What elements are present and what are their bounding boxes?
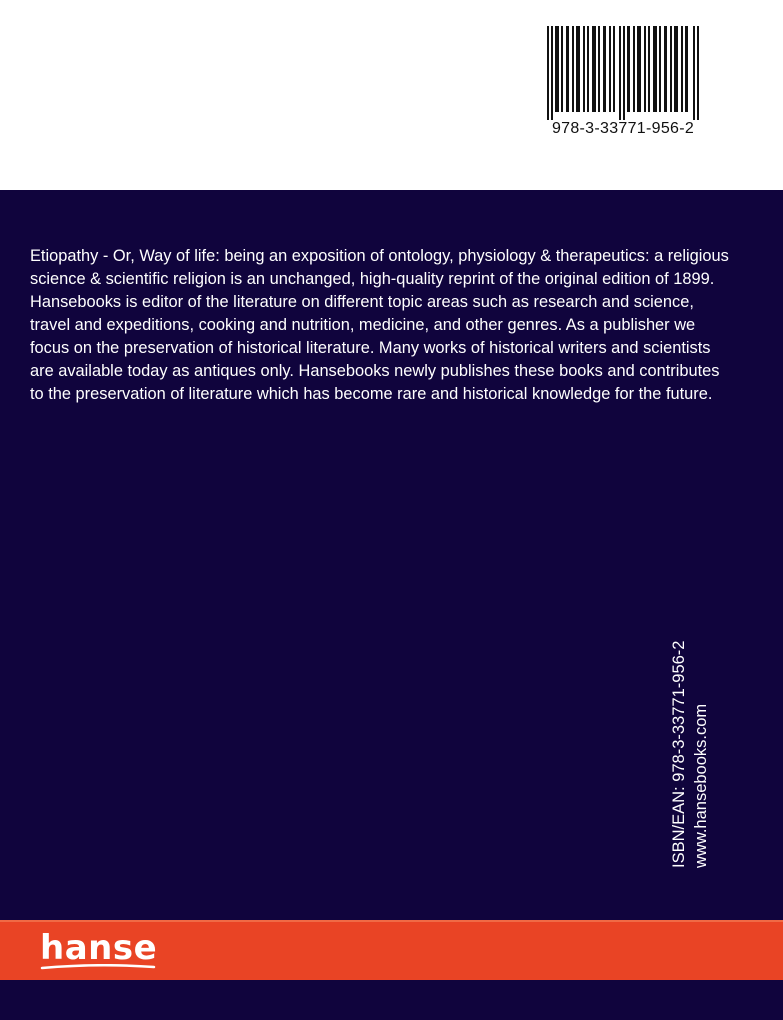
hanse-logo (40, 928, 157, 974)
description-text (30, 245, 730, 406)
website-text: www.hansebooks.com (692, 703, 710, 868)
barcode-number: 978-3-33771-956-2 (551, 120, 695, 137)
barcode-bars (547, 26, 699, 120)
barcode (543, 24, 703, 140)
logo-wordmark: hanse (40, 928, 158, 968)
isbn-ean-text: ISBN/EAN: 978-3-33771-956-2 (670, 640, 688, 868)
vertical-isbn-block (670, 620, 710, 870)
description-paragraph-2: Hansebooks is editor of the literature on different topic areas such as research and science, travel and expeditions, cooking and nutrition, medicine, and other genres. As a publisher we focus on the preservation of historical literature. Many works of historical writers and scientists are available today as antiques only. Hansebooks newly publishes these books and contributes to the preservation of literature which has become rare and historical knowledge for the future. (30, 293, 720, 403)
logo-swoosh-icon (40, 964, 156, 970)
description-paragraph-1: Etiopathy - Or, Way of life: being an exposition of ontology, physiology & therapeutics: a religious science & scientific religion is an unchanged, high-quality reprint of the original edition of 1899. (30, 247, 729, 288)
bottom-strip (0, 980, 783, 1020)
